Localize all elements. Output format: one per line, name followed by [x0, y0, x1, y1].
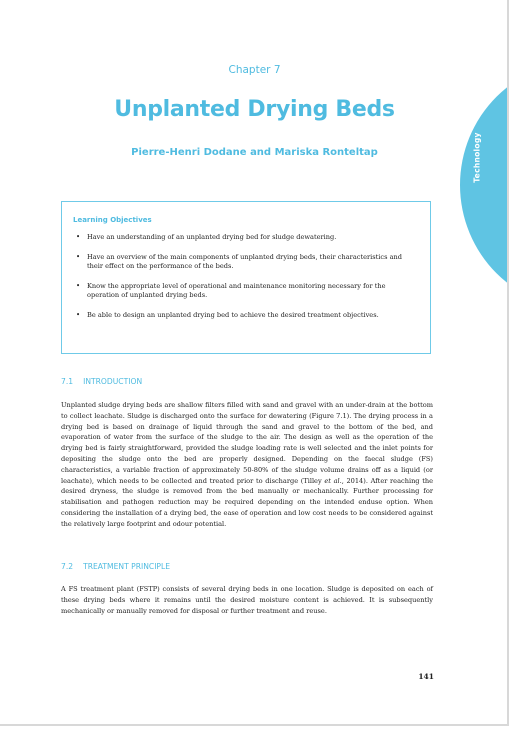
objective-item: [73, 253, 418, 272]
bullet-icon: •: [76, 233, 81, 241]
section-heading-introduction: [61, 377, 142, 386]
objective-text: Have an overview of the main components of unplanted drying beds, their characteristics and their effect on the performance of the beds.: [87, 252, 402, 271]
page-number: 141: [418, 672, 434, 681]
chapter-label: Chapter 7: [228, 64, 281, 76]
objective-text: Know the appropriate level of operational and maintenance monitoring necessary for the operation of unplanted drying beds.: [87, 281, 386, 300]
chapter-title: Unplanted Drying Beds: [114, 97, 395, 122]
chapter-authors: Pierre-Henri Dodane and Mariska Ronteltap: [131, 147, 378, 158]
side-tab-text: Technology: [472, 131, 482, 183]
learning-objectives-box: [61, 201, 431, 354]
objective-item: [73, 233, 418, 243]
objective-item: [73, 282, 418, 301]
bullet-icon: •: [76, 281, 81, 290]
learning-objectives-list: [73, 233, 418, 321]
section-heading-treatment-principle: [61, 562, 170, 571]
section-number: 7.1: [61, 377, 74, 386]
introduction-paragraph: [61, 400, 433, 530]
section-title: TREATMENT PRINCIPLE: [83, 562, 171, 571]
paragraph-text: Unplanted sludge drying beds are shallow filters filled with sand and gravel with an under-drain at the bottom to collect leachate. Sludge is discharged onto the surface for dewatering (Figure 7.1). The drying process in a drying bed is based on drainage of liquid through the sand and gravel to the bottom of the bed, and evaporation of water from the surface of the sludge to the air. The design as well as the operation of the drying bed is fairly straightforward, provided the sludge loading rate is well selected and the inlet points for depositing the sludge onto the bed are properly designed. Depending on the faecal sludge (FS) characteristics, a variable fraction of approximately 50-80% of the sludge volume drains off as a liquid (or leachate), which needs to be collected and treated prior to discharge (Tilley: [61, 401, 433, 485]
section-title: INTRODUCTION: [83, 377, 143, 386]
bullet-icon: •: [76, 252, 81, 261]
section-number: 7.2: [61, 562, 74, 571]
bullet-icon: •: [76, 310, 81, 319]
treatment-principle-paragraph: A FS treatment plant (FSTP) consists of several drying beds in one location. Sludge is deposited on each of these drying beds where it remains until the desired moisture content is achieved. It is subsequently mechanically or manually removed for disposal or further treatment and reuse.: [61, 585, 433, 615]
objective-text: Be able to design an unplanted drying bed to achieve the desired treatment objectives.: [87, 310, 379, 319]
paragraph-text: , 2014). After reaching the desired dryness, the sludge is removed from the bed manually or mechanically. Further processing for stabilisation and pathogen reduction may be required depending on the intended enduse option. When considering the installation of a drying bed, the ease of operation and low cost needs to be considered against the relatively large footprint and odour potential.: [61, 476, 433, 528]
learning-objectives-heading: Learning Objectives: [73, 216, 152, 224]
citation-et-al: et al.: [324, 476, 342, 485]
objective-text: Have an understanding of an unplanted drying bed for sludge dewatering.: [87, 233, 337, 241]
objective-item: [73, 311, 418, 321]
